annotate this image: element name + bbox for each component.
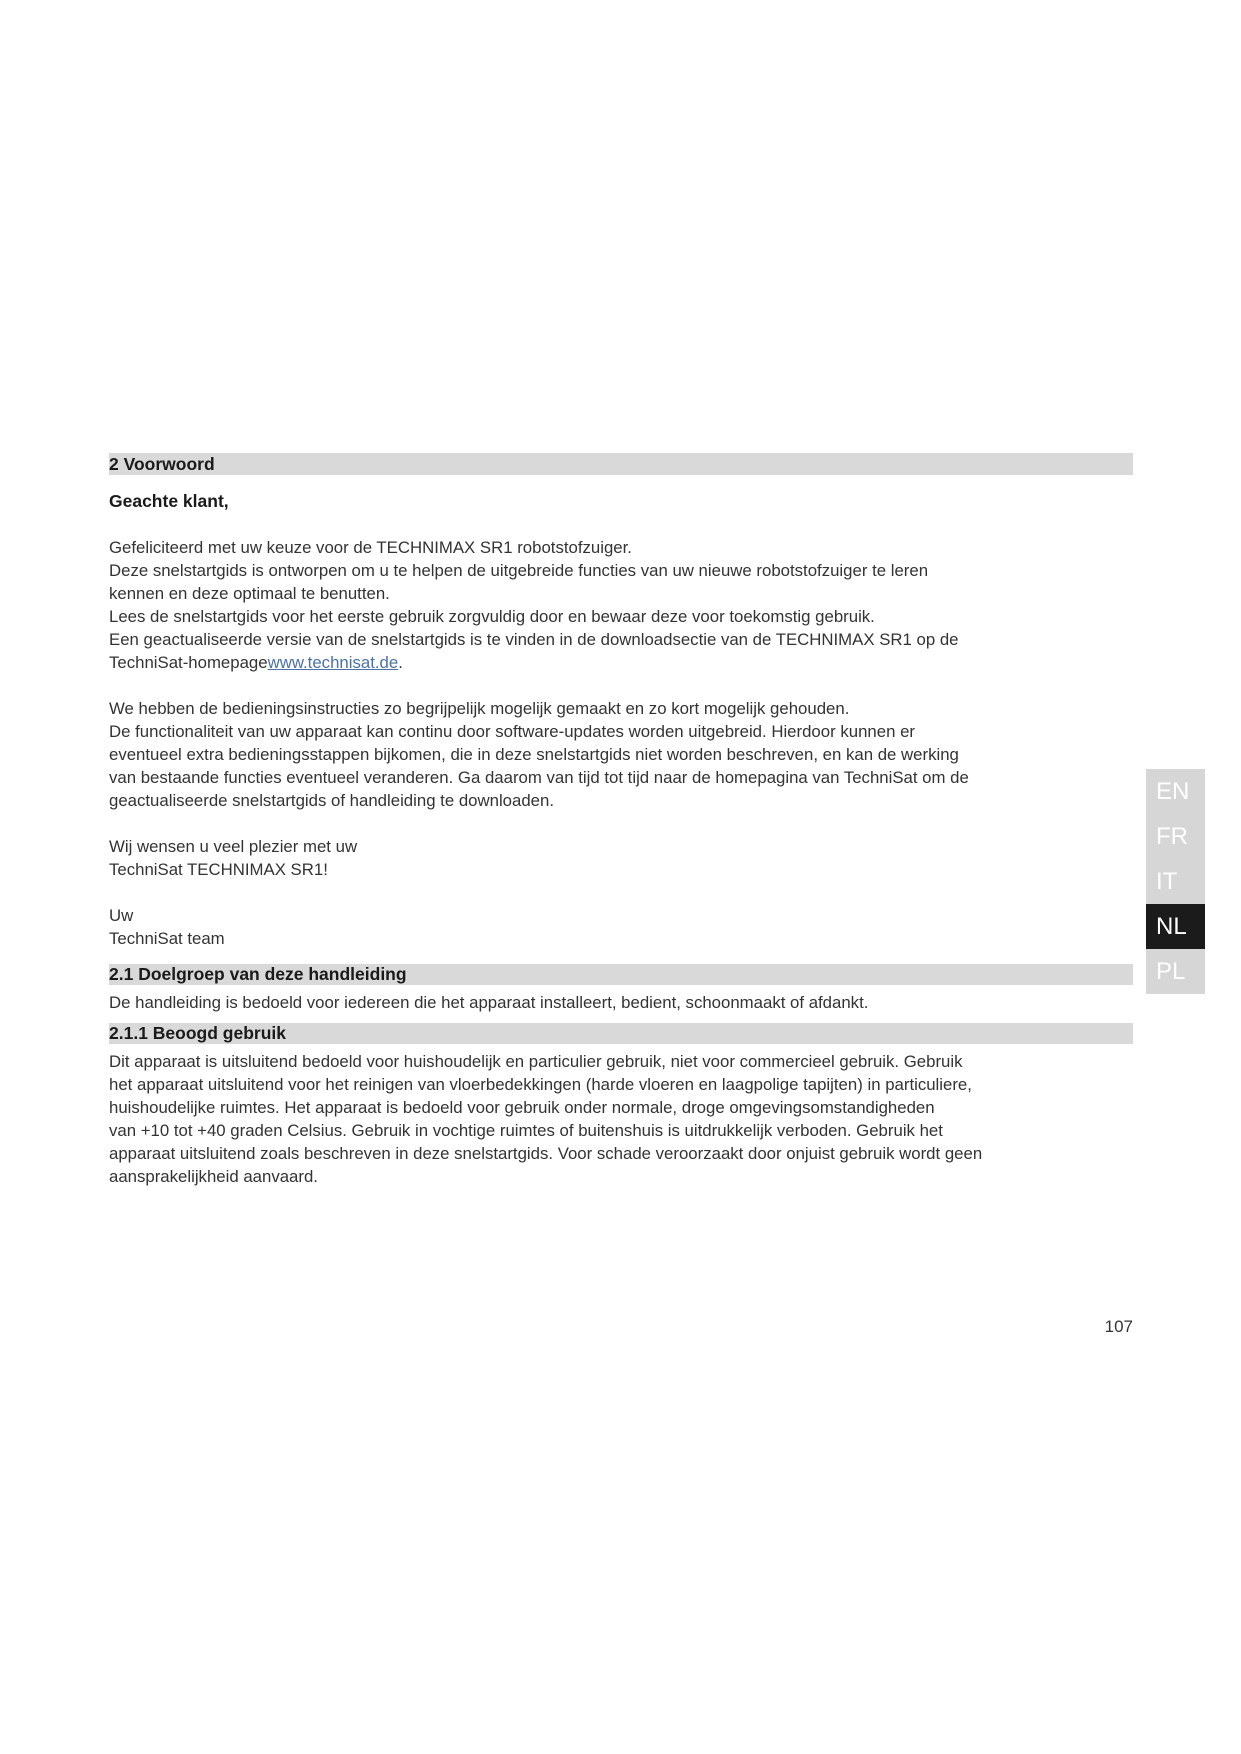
page-number: 107	[1104, 1317, 1133, 1336]
doelgroep-paragraph	[109, 991, 1133, 1014]
text-line: De handleiding is bedoeld voor iedereen die het apparaat installeert, bedient, schoonmaakt of afdankt.	[109, 993, 869, 1012]
text-line: eventueel extra bedieningsstappen bijkomen, die in deze snelstartgids niet worden beschreven, en kan de werking	[109, 745, 959, 764]
wishes-paragraph	[109, 835, 1133, 881]
text-line: Uw	[109, 906, 134, 925]
signature-paragraph	[109, 904, 1133, 950]
text-line: van bestaande functies eventueel veranderen. Ga daarom van tijd tot tijd naar de homepagina van TechniSat om de	[109, 768, 969, 787]
language-tab-pl[interactable]: PL	[1146, 949, 1205, 994]
language-tab-it[interactable]: IT	[1146, 859, 1205, 904]
text-line: het apparaat uitsluitend voor het reinigen van vloerbedekkingen (harde vloeren en laagpolige tapijten) in particuliere,	[109, 1075, 972, 1094]
language-tab-fr[interactable]: FR	[1146, 814, 1205, 859]
info-paragraph	[109, 697, 1133, 812]
homepage-prefix: TechniSat-homepage	[109, 653, 268, 672]
language-tabs	[1146, 769, 1205, 994]
text-line: geactualiseerde snelstartgids of handleiding te downloaden.	[109, 791, 555, 810]
text-line: De functionaliteit van uw apparaat kan continu door software-updates worden uitgebreid. Hierdoor kunnen er	[109, 722, 915, 741]
text-line: Wij wensen u veel plezier met uw	[109, 837, 358, 856]
text-line: Gefeliciteerd met uw keuze voor de TECHNIMAX SR1 robotstofzuiger.	[109, 538, 632, 557]
text-line: apparaat uitsluitend zoals beschreven in deze snelstartgids. Voor schade veroorzaakt door onjuist gebruik wordt geen	[109, 1144, 983, 1163]
section-heading-voorwoord: 2 Voorwoord	[109, 453, 1133, 475]
beoogd-gebruik-paragraph	[109, 1050, 1133, 1188]
text-line: TechniSat TECHNIMAX SR1!	[109, 860, 328, 879]
text-line: Deze snelstartgids is ontworpen om u te helpen de uitgebreide functies van uw nieuwe robotstofzuiger te leren	[109, 561, 929, 580]
period: .	[398, 653, 403, 672]
text-line: huishoudelijke ruimtes. Het apparaat is bedoeld voor gebruik onder normale, droge omgevingsomstandigheden	[109, 1098, 935, 1117]
greeting: Geachte klant,	[109, 491, 229, 511]
text-line: Een geactualiseerde versie van de snelstartgids is te vinden in de downloadsectie van de TECHNIMAX SR1 op de	[109, 630, 959, 649]
text-line: van +10 tot +40 graden Celsius. Gebruik in vochtige ruimtes of buitenshuis is uitdrukkelijk verboden. Gebruik het	[109, 1121, 943, 1140]
language-tab-en[interactable]: EN	[1146, 769, 1205, 814]
text-line: Dit apparaat is uitsluitend bedoeld voor huishoudelijk en particulier gebruik, niet voor commercieel gebruik. Gebruik	[109, 1052, 963, 1071]
language-tab-nl[interactable]: NL	[1146, 904, 1205, 949]
text-line: Lees de snelstartgids voor het eerste gebruik zorgvuldig door en bewaar deze voor toekomstig gebruik.	[109, 607, 875, 626]
page-content	[109, 453, 1133, 1188]
text-line: kennen en deze optimaal te benutten.	[109, 584, 390, 603]
text-line: We hebben de bedieningsinstructies zo begrijpelijk mogelijk gemaakt en zo kort mogelijk gehouden.	[109, 699, 850, 718]
section-heading-doelgroep: 2.1 Doelgroep van deze handleiding	[109, 964, 1133, 985]
technisat-website-link[interactable]: www.technisat.de	[267, 653, 399, 672]
text-line: aansprakelijkheid aanvaard.	[109, 1167, 318, 1186]
text-line: TechniSat team	[109, 929, 225, 948]
text-line-with-link	[109, 651, 1133, 674]
section-heading-beoogd-gebruik: 2.1.1 Beoogd gebruik	[109, 1023, 1133, 1044]
intro-paragraph	[109, 536, 1133, 674]
